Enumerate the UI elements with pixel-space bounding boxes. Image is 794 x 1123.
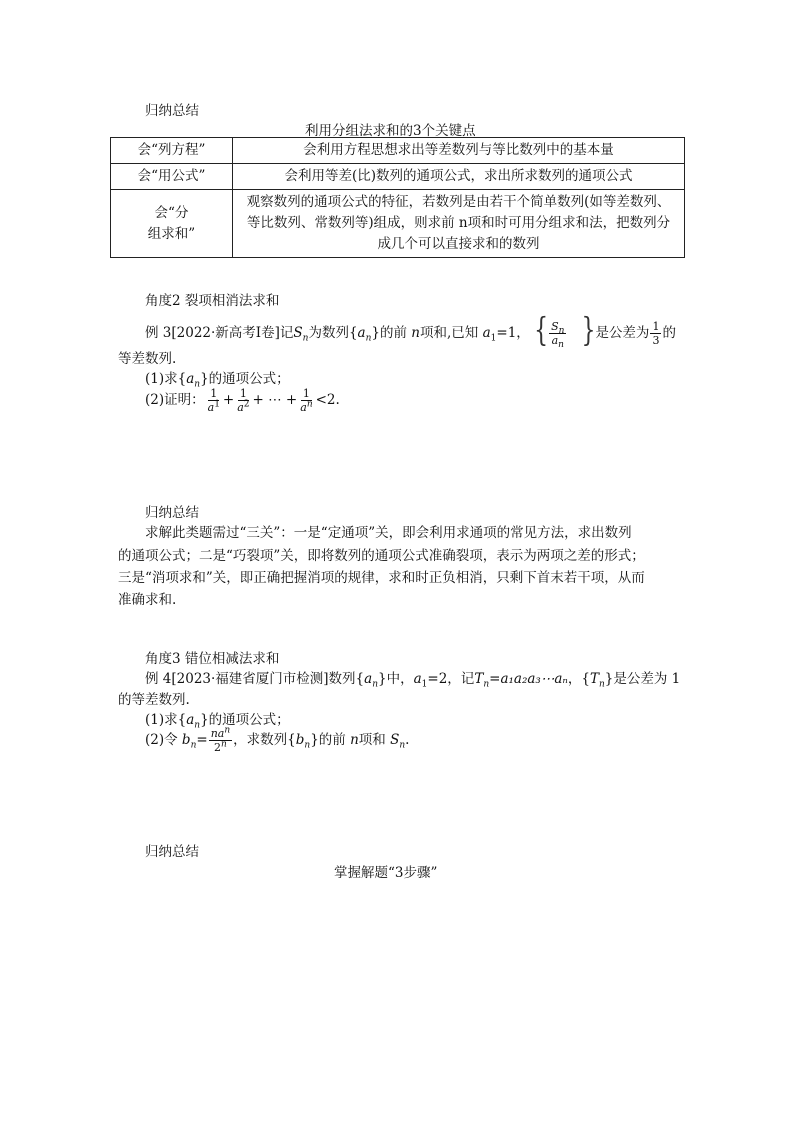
table-cell-key-line: 组求和” — [147, 225, 196, 242]
steps-subtitle: 掌握解题“3步骤” — [334, 865, 438, 881]
table-cell-desc — [233, 190, 685, 258]
example4-line2: 的等差数列. — [118, 692, 190, 708]
table-cell-desc-line: 等比数列、常数列等)组成，则求前 n项和时可用分组求和法，把数列分 — [246, 215, 671, 231]
fraction-one-third: $\frac{1}{3}$ — [652, 320, 660, 347]
table-cell-key: 会“列方程” — [111, 138, 233, 164]
example4-line1: 例 4[2023·福建省厦门市检测]数列$\{a_n\}$中，$a_1=2$，记$T_n=a_1a_2a_3\cdots a_n$，$\{T_n\}$是公差为 1 — [145, 671, 681, 690]
fraction-S-over-a: $\frac{S_n}{a_n}$ — [551, 320, 565, 351]
example3-question2: (2)证明： $\frac{1}{a^1}$ + $\frac{1}{a^2}$ + ⋯ + $\frac{1}{a^n}$ <2. — [145, 387, 340, 414]
summary-heading-2: 归纳总结 — [145, 505, 199, 521]
table-row — [111, 138, 685, 164]
table-cell-desc: 会利用等差(比)数列的通项公式，求出所求数列的通项公式 — [233, 164, 685, 190]
angle3-heading: 角度3 错位相减法求和 — [145, 651, 280, 667]
table-title: 利用分组法求和的3个关键点 — [305, 123, 476, 139]
left-brace: { — [534, 311, 549, 350]
example4-question1: (1)求$\{a_n\}$的通项公式； — [145, 712, 290, 731]
table-cell-desc-line: 成几个可以直接求和的数列 — [377, 236, 540, 252]
summary2-line: 准确求和. — [118, 592, 177, 608]
fraction-1-over-an: $\frac{1}{a^n}$ — [300, 387, 313, 414]
table-cell-desc-line: 观察数列的通项公式的特征，若数列是由若干个简单数列(如等差数列、 — [246, 194, 671, 210]
summary-heading-3: 归纳总结 — [145, 844, 199, 860]
example3-question1: (1)求$\{a_n\}$的通项公式； — [145, 371, 290, 390]
table-cell-desc: 会利用方程思想求出等差数列与等比数列中的基本量 — [233, 138, 685, 164]
summary2-line: 三是“消项求和”关，即正确把握消项的规律，求和时正负相消，只剩下首末若干项，从而 — [118, 570, 645, 586]
table-cell-key — [111, 190, 233, 258]
right-brace: } — [581, 311, 596, 350]
summary2-line: 求解此类题需过“三关”：一是“定通项”关，即会利用求通项的常见方法，求出数列 — [145, 525, 632, 541]
summary-heading-1: 归纳总结 — [145, 103, 199, 119]
table-cell-key: 会“用公式” — [111, 164, 233, 190]
example4-question2: (2)令 $b_n=$ $\frac{na^n}{2^n}$ ，求数列$\{b_n\}$的前 n项和 $S_n$. — [145, 725, 410, 754]
fraction-1-over-a1: $\frac{1}{a^1}$ — [207, 387, 220, 414]
fraction-na-over-2n: $\frac{na^n}{2^n}$ — [210, 725, 231, 754]
example3-line2: 等差数列. — [118, 351, 177, 367]
table-row — [111, 190, 685, 258]
angle2-heading: 角度2 裂项相消法求和 — [145, 293, 280, 309]
fraction-1-over-a2: $\frac{1}{a^2}$ — [237, 387, 250, 414]
table-row — [111, 164, 685, 190]
table-cell-key-line: 会“分 — [154, 204, 189, 221]
example3-line1: 例 3[2022·新高考Ⅰ卷]记$S_n$为数列$\{a_n\}$的前 n项和,已知 $a_1=1$， { $\frac{S_n}{a_n}$ }是公差为 $\frac{1}{3}$ 的 — [145, 311, 676, 351]
summary2-line: 的通项公式；二是“巧裂项”关，即将数列的通项公式准确裂项，表示为两项之差的形式； — [118, 548, 645, 564]
key-points-table — [110, 137, 685, 258]
